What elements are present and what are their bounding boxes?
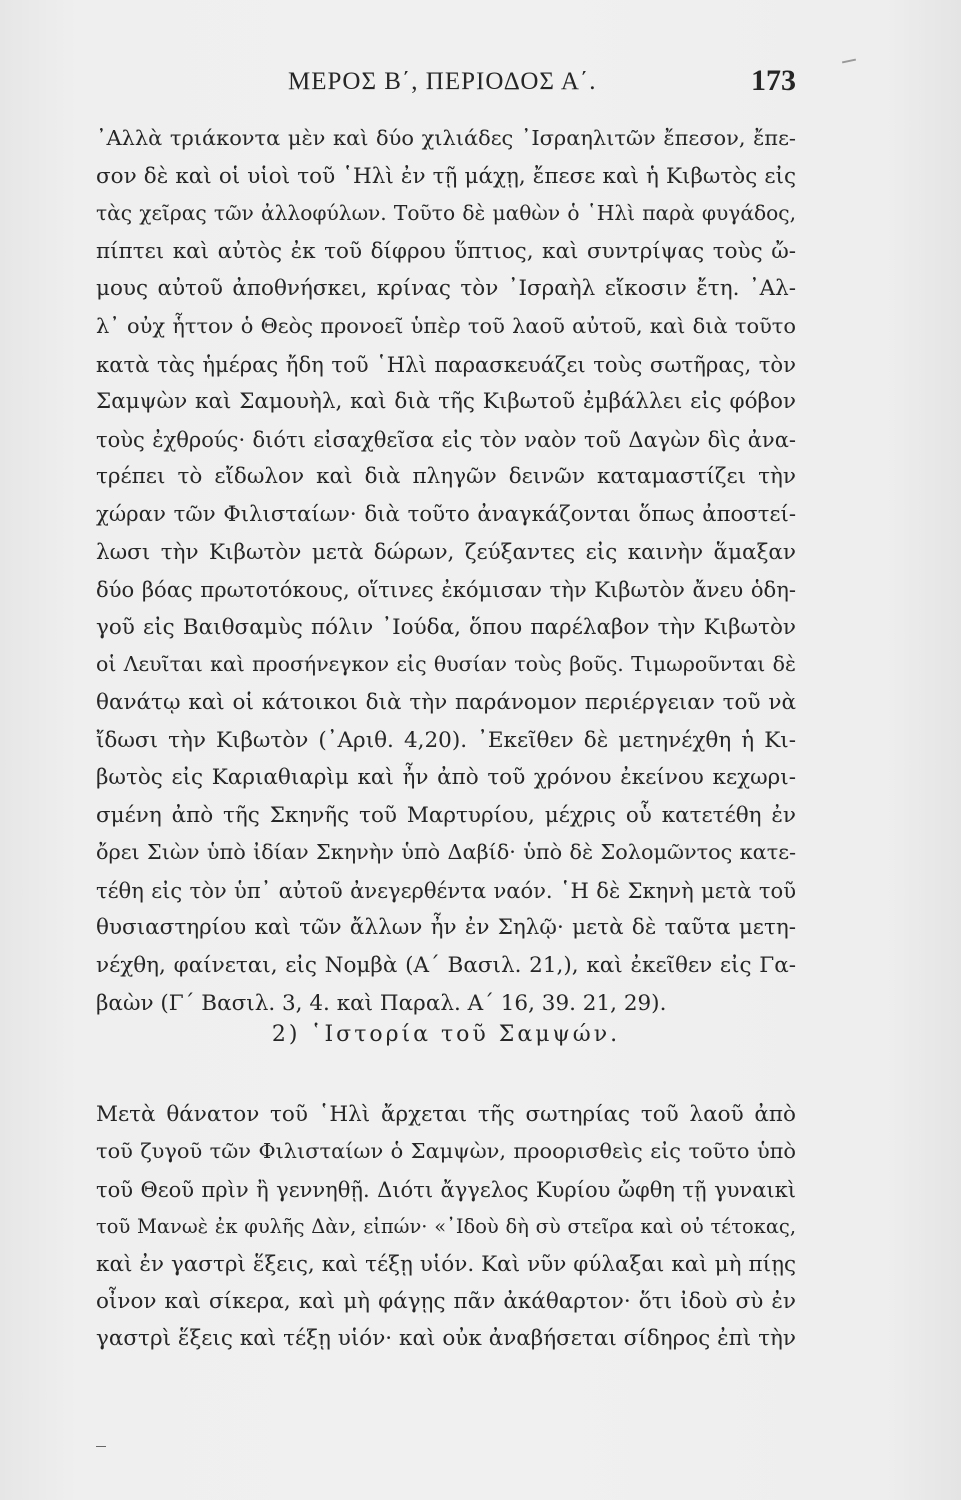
text-line: ἴδωσι τὴν Κιβωτὸν (᾿Αριθ. 4,20). ᾿Εκεῖθεν δὲ μετηνέχθη ἡ Κι- (96, 727, 796, 753)
text-line: τοῦ Μανωὲ ἐκ φυλῆς Δὰν, εἰπών· «᾿Ιδοὺ δὴ σὺ στεῖρα καὶ οὐ τέτοκας, (96, 1215, 796, 1239)
section-heading: 2) ῾Ιστορία τοῦ Σαμψών. (271, 1022, 621, 1047)
page-header (96, 66, 796, 106)
page-number: 173 (751, 64, 796, 97)
text-line: χώραν τῶν Φιλισταίων· διὰ τοῦτο ἀναγκάζονται ὅπως ἀποστεί- (96, 501, 796, 527)
text-line: ᾿Αλλὰ τριάκοντα μὲν καὶ δύο χιλιάδες ᾿Ισραηλιτῶν ἔπεσον, ἔπε- (96, 126, 796, 150)
text-line: Μετὰ θάνατον τοῦ ῾Ηλὶ ἄρχεται τῆς σωτηρίας τοῦ λαοῦ ἀπὸ (96, 1102, 796, 1127)
text-line: σμένη ἀπὸ τῆς Σκηνῆς τοῦ Μαρτυρίου, μέχρις οὗ κατετέθη ἐν (96, 802, 796, 828)
text-line: ὄρει Σιὼν ὑπὸ ἰδίαν Σκηνὴν ὑπὸ Δαβίδ· ὑπὸ δὲ Σολομῶντος κατε- (96, 840, 796, 865)
text-line: δύο βόας πρωτοτόκους, οἵτινες ἐκόμισαν τὴν Κιβωτὸν ἄνευ ὁδη- (96, 577, 796, 603)
text-line: οἶνον καὶ σίκερα, καὶ μὴ φάγῃς πᾶν ἀκάθαρτον· ὅτι ἰδοὺ σὺ ἐν (96, 1288, 796, 1314)
text-line: οἱ Λευῖται καὶ προσήνεγκον εἰς θυσίαν τοὺς βοῦς. Τιμωροῦνται δὲ (96, 652, 796, 677)
text-line: καὶ ἐν γαστρὶ ἕξεις, καὶ τέξῃ υἱόν. Καὶ νῦν φύλαξαι καὶ μὴ πίῃς (96, 1251, 796, 1277)
text-line: γοῦ εἰς Βαιθσαμὺς πόλιν ᾿Ιούδα, ὅπου παρέλαβον τὴν Κιβωτὸν (96, 614, 796, 640)
margin-dash (96, 1446, 106, 1447)
text-line: τοῦ Θεοῦ πρὶν ἢ γεννηθῇ. Διότι ἄγγελος Κυρίου ὤφθη τῇ γυναικὶ (96, 1176, 796, 1202)
text-line: κατὰ τὰς ἡμέρας ἤδη τοῦ ῾Ηλὶ παρασκευάζει τοὺς σωτῆρας, τὸν (96, 351, 796, 377)
text-line: τὰς χεῖρας τῶν ἀλλοφύλων. Τοῦτο δὲ μαθὼν ὁ ῾Ηλὶ παρὰ φυγάδος, (96, 201, 796, 226)
text-line: τρέπει τὸ εἴδωλον καὶ διὰ πληγῶν δεινῶν καταμαστίζει τὴν (96, 464, 796, 490)
text-line: βαὼν (Γ΄ Βασιλ. 3, 4. καὶ Παραλ. Α΄ 16, 39. 21, 29). (96, 990, 667, 1016)
text-line: λ᾿ οὐχ ἧττον ὁ Θεὸς προνοεῖ ὑπὲρ τοῦ λαοῦ αὐτοῦ, καὶ διὰ τοῦτο (96, 313, 796, 338)
paragraph-samson-history (96, 1096, 796, 1358)
text-line: τοὺς ἐχθρούς· διότι εἰσαχθεῖσα εἰς τὸν ναὸν τοῦ Δαγὼν δὶς ἀνα- (96, 426, 796, 452)
text-line: τέθη εἰς τὸν ὑπ᾿ αὐτοῦ ἀνεγερθέντα ναόν. ῾Η δὲ Σκηνὴ μετὰ τοῦ (96, 877, 796, 903)
page-corner-mark (842, 59, 856, 64)
text-line: μους αὐτοῦ ἀποθνήσκει, κρίνας τὸν ᾿Ισραὴλ εἴκοσιν ἔτη. ᾿Αλ- (96, 276, 796, 302)
text-line: τοῦ ζυγοῦ τῶν Φιλισταίων ὁ Σαμψὼν, προορισθεὶς εἰς τοῦτο ὑπὸ (96, 1139, 796, 1164)
text-line: πίπτει καὶ αὐτὸς ἐκ τοῦ δίφρου ὕπτιος, καὶ συντρίψας τοὺς ὤ- (96, 238, 796, 264)
paragraph-ark-narrative (96, 120, 796, 1022)
text-line: γαστρὶ ἕξεις καὶ τέξῃ υἱόν· καὶ οὐκ ἀναβήσεται σίδηρος ἐπὶ τὴν (96, 1326, 796, 1352)
text-line: βωτὸς εἰς Καριαθιαρὶμ καὶ ἦν ἀπὸ τοῦ χρόνου ἐκείνου κεχωρι- (96, 765, 796, 791)
text-line: Σαμψὼν καὶ Σαμουὴλ, καὶ διὰ τῆς Κιβωτοῦ ἐμβάλλει εἰς φόβον (96, 389, 796, 415)
text-line: νέχθη, φαίνεται, εἰς Νομβὰ (Α΄ Βασιλ. 21,), καὶ ἐκεῖθεν εἰς Γα- (96, 953, 796, 979)
text-line: θυσιαστηρίου καὶ τῶν ἄλλων ἦν ἐν Σηλῷ· μετὰ δὲ ταῦτα μετη- (96, 915, 796, 941)
text-line: σον δὲ καὶ οἱ υἱοὶ τοῦ ῾Ηλὶ ἐν τῇ μάχῃ, ἔπεσε καὶ ἡ Κιβωτὸς εἰς (96, 163, 796, 189)
text-line: θανάτῳ καὶ οἱ κάτοικοι διὰ τὴν παράνομον περιέργειαν τοῦ νὰ (96, 689, 796, 715)
text-line: λωσι τὴν Κιβωτὸν μετὰ δώρων, ζεύξαντες εἰς καινὴν ἅμαξαν (96, 539, 796, 565)
running-head: ΜΕΡΟΣ Β΄, ΠΕΡΙΟΔΟΣ Α΄. (288, 68, 597, 95)
